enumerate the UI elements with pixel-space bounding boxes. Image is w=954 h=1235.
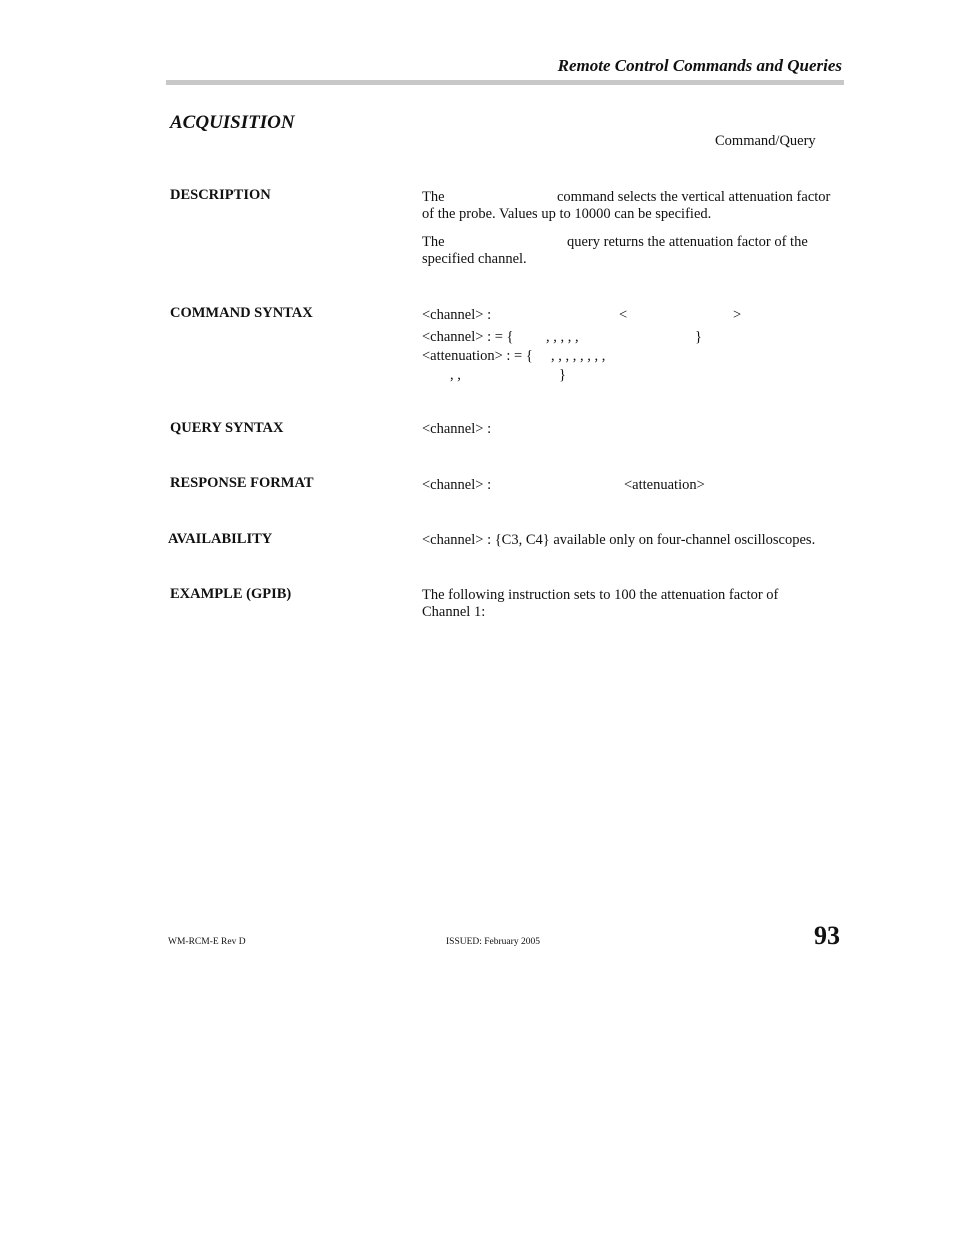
footer-issued: ISSUED: February 2005 — [446, 937, 540, 947]
description-p1-line2: of the probe. Values up to 10000 can be specified. — [422, 206, 712, 222]
query-syntax-text: <channel> : — [422, 421, 492, 437]
availability-text: <channel> : {C3, C4} available only on four-channel oscilloscopes. — [422, 532, 816, 548]
running-header: Remote Control Commands and Queries — [557, 56, 842, 75]
description-p1-text: command selects the vertical attenuation factor — [557, 189, 831, 205]
example-line2: Channel 1: — [422, 604, 486, 620]
description-p1-lead: The — [422, 189, 445, 205]
attenuation-values-lead: <attenuation> : = { — [422, 348, 533, 364]
channel-values-commas: , , , , , — [546, 329, 579, 345]
response-format-attenuation: <attenuation> — [624, 477, 705, 493]
attenuation-values-commas-2: , , — [450, 367, 461, 383]
command-syntax-channel: <channel> : — [422, 307, 492, 323]
command-syntax-open: < — [619, 307, 628, 323]
example-label: EXAMPLE (GPIB) — [170, 586, 292, 602]
footer-doc-id: WM-RCM-E Rev D — [168, 937, 246, 947]
example-line1: The following instruction sets to 100 the attenuation factor of — [422, 587, 779, 603]
channel-values-lead: <channel> : = { — [422, 329, 514, 345]
description-p2-lead: The — [422, 234, 445, 250]
command-syntax-close: > — [733, 307, 742, 323]
page-number: 93 — [814, 921, 840, 950]
section-title: ACQUISITION — [170, 112, 295, 133]
channel-values-close: } — [695, 329, 702, 345]
description-p2-line2: specified channel. — [422, 251, 527, 267]
command-syntax-label: COMMAND SYNTAX — [170, 305, 313, 321]
description-p2-text: query returns the attenuation factor of the — [567, 234, 808, 250]
command-type: Command/Query — [715, 133, 816, 149]
attenuation-values-close: } — [559, 367, 566, 383]
attenuation-values-commas: , , , , , , , , — [551, 348, 606, 364]
header-rule — [166, 80, 844, 85]
description-label: DESCRIPTION — [170, 187, 271, 203]
response-format-channel: <channel> : — [422, 477, 492, 493]
query-syntax-label: QUERY SYNTAX — [170, 420, 284, 436]
availability-label: AVAILABILITY — [168, 531, 273, 547]
response-format-label: RESPONSE FORMAT — [170, 475, 314, 491]
